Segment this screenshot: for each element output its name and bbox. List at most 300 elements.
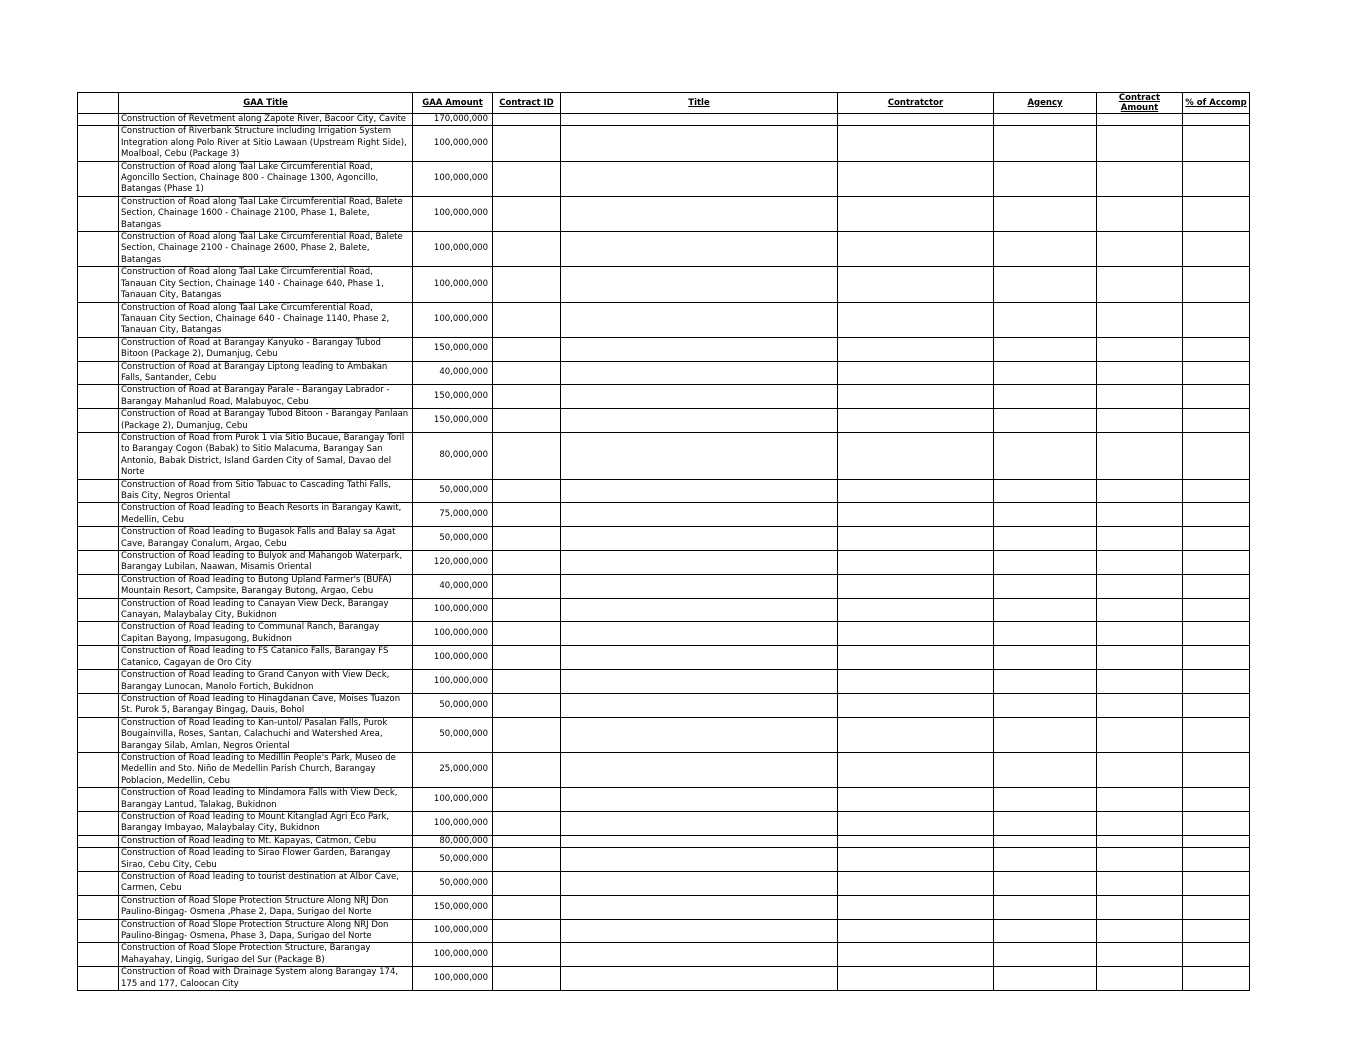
cell-percent-accomp — [1183, 527, 1250, 551]
cell-title — [561, 361, 838, 385]
cell-gaa-amount: 100,000,000 — [413, 919, 493, 943]
cell-index — [78, 574, 119, 598]
table-row — [78, 752, 1250, 787]
cell-index — [78, 267, 119, 302]
cell-percent-accomp — [1183, 598, 1250, 622]
cell-contract-id — [493, 919, 561, 943]
cell-index — [78, 503, 119, 527]
cell-contract-id — [493, 503, 561, 527]
cell-agency — [994, 717, 1097, 752]
cell-agency — [994, 967, 1097, 991]
cell-title — [561, 788, 838, 812]
table-row — [78, 788, 1250, 812]
cell-agency — [994, 574, 1097, 598]
cell-index — [78, 788, 119, 812]
cell-gaa-amount: 100,000,000 — [413, 646, 493, 670]
table-row — [78, 196, 1250, 231]
cell-gaa-title: Construction of Road leading to Kan-untol/ Pasalan Falls, Purok Bougainvilla, Roses, Santan, Calachuchi and Watershed Area, Barangay Silab, Amlan, Negros Oriental — [119, 717, 413, 752]
cell-contract-amount — [1097, 267, 1183, 302]
cell-index — [78, 872, 119, 896]
cell-percent-accomp — [1183, 409, 1250, 433]
cell-gaa-title: Construction of Road leading to Butong Upland Farmer's (BUFA) Mountain Resort, Campsite, Barangay Butong, Argao, Cebu — [119, 574, 413, 598]
cell-agency — [994, 503, 1097, 527]
cell-percent-accomp — [1183, 479, 1250, 503]
header-percent-accomp: % of Accomp — [1183, 93, 1250, 114]
cell-contract-amount — [1097, 811, 1183, 835]
cell-index — [78, 479, 119, 503]
cell-contract-id — [493, 337, 561, 361]
cell-index — [78, 670, 119, 694]
table-row — [78, 574, 1250, 598]
cell-index — [78, 967, 119, 991]
table-row — [78, 967, 1250, 991]
cell-contract-amount — [1097, 919, 1183, 943]
cell-contract-amount — [1097, 527, 1183, 551]
cell-gaa-title: Construction of Road from Purok 1 via Sitio Bucaue, Barangay Toril to Barangay Cogon (Babak) to Sitio Malacuma, Barangay San Antonio, Babak District, Island Garden City of Samal, Davao del Norte — [119, 432, 413, 479]
cell-gaa-amount: 80,000,000 — [413, 835, 493, 847]
table-row — [78, 527, 1250, 551]
cell-contract-amount — [1097, 114, 1183, 126]
cell-agency — [994, 479, 1097, 503]
cell-gaa-amount: 50,000,000 — [413, 693, 493, 717]
header-agency: Agency — [994, 93, 1097, 114]
cell-index — [78, 302, 119, 337]
cell-index — [78, 551, 119, 575]
cell-contract-id — [493, 943, 561, 967]
cell-gaa-title: Construction of Road Slope Protection Structure Along NRJ Don Paulino-Bingag- Osmena ,Phase 2, Dapa, Surigao del Norte — [119, 895, 413, 919]
header-title: Title — [561, 93, 838, 114]
cell-gaa-amount: 120,000,000 — [413, 551, 493, 575]
cell-percent-accomp — [1183, 161, 1250, 196]
cell-contract-id — [493, 551, 561, 575]
table-row — [78, 503, 1250, 527]
header-gaa-amount: GAA Amount — [413, 93, 493, 114]
cell-percent-accomp — [1183, 432, 1250, 479]
cell-gaa-amount: 100,000,000 — [413, 302, 493, 337]
cell-title — [561, 126, 838, 161]
header-index — [78, 93, 119, 114]
cell-contractor — [838, 409, 994, 433]
cell-gaa-amount: 50,000,000 — [413, 717, 493, 752]
cell-contract-amount — [1097, 967, 1183, 991]
cell-gaa-amount: 100,000,000 — [413, 788, 493, 812]
header-gaa-title: GAA Title — [119, 93, 413, 114]
cell-percent-accomp — [1183, 622, 1250, 646]
cell-title — [561, 646, 838, 670]
cell-contract-id — [493, 693, 561, 717]
header-contractor: Contratctor — [838, 93, 994, 114]
cell-gaa-title: Construction of Road from Sitio Tabuac to Cascading Tathi Falls, Bais City, Negros Oriental — [119, 479, 413, 503]
cell-title — [561, 479, 838, 503]
table-row — [78, 361, 1250, 385]
cell-gaa-amount: 80,000,000 — [413, 432, 493, 479]
cell-gaa-amount: 25,000,000 — [413, 752, 493, 787]
table-row — [78, 302, 1250, 337]
cell-contract-id — [493, 114, 561, 126]
cell-index — [78, 196, 119, 231]
cell-agency — [994, 409, 1097, 433]
cell-agency — [994, 126, 1097, 161]
cell-title — [561, 622, 838, 646]
cell-contract-id — [493, 385, 561, 409]
cell-contractor — [838, 267, 994, 302]
cell-gaa-title: Construction of Road along Taal Lake Circumferential Road, Balete Section, Chainage 2100 - Chainage 2600, Phase 2, Balete, Batangas — [119, 232, 413, 267]
cell-contractor — [838, 196, 994, 231]
cell-index — [78, 835, 119, 847]
cell-agency — [994, 361, 1097, 385]
cell-agency — [994, 232, 1097, 267]
cell-title — [561, 267, 838, 302]
cell-contractor — [838, 895, 994, 919]
cell-gaa-amount: 150,000,000 — [413, 385, 493, 409]
cell-index — [78, 409, 119, 433]
cell-percent-accomp — [1183, 717, 1250, 752]
cell-percent-accomp — [1183, 788, 1250, 812]
cell-gaa-title: Construction of Road leading to Medillin People's Park, Museo de Medellin and Sto. Niño de Medellin Parish Church, Barangay Poblacion, Medellin, Cebu — [119, 752, 413, 787]
cell-agency — [994, 267, 1097, 302]
cell-contract-amount — [1097, 598, 1183, 622]
cell-title — [561, 551, 838, 575]
cell-contract-id — [493, 895, 561, 919]
table-row — [78, 693, 1250, 717]
cell-index — [78, 432, 119, 479]
cell-contract-id — [493, 126, 561, 161]
cell-contract-amount — [1097, 670, 1183, 694]
cell-contract-id — [493, 161, 561, 196]
cell-contractor — [838, 670, 994, 694]
cell-gaa-title: Construction of Road leading to Mindamora Falls with View Deck, Barangay Lantud, Talakag, Bukidnon — [119, 788, 413, 812]
cell-contractor — [838, 302, 994, 337]
cell-agency — [994, 622, 1097, 646]
cell-percent-accomp — [1183, 503, 1250, 527]
cell-contract-amount — [1097, 895, 1183, 919]
cell-contract-id — [493, 717, 561, 752]
table-row — [78, 126, 1250, 161]
cell-contract-amount — [1097, 337, 1183, 361]
cell-agency — [994, 527, 1097, 551]
table-row — [78, 919, 1250, 943]
cell-gaa-amount: 100,000,000 — [413, 267, 493, 302]
cell-percent-accomp — [1183, 385, 1250, 409]
cell-contract-id — [493, 267, 561, 302]
cell-contract-amount — [1097, 835, 1183, 847]
cell-gaa-title: Construction of Road leading to tourist destination at Albor Cave, Carmen, Cebu — [119, 872, 413, 896]
cell-contractor — [838, 574, 994, 598]
cell-title — [561, 670, 838, 694]
cell-index — [78, 895, 119, 919]
cell-contract-id — [493, 527, 561, 551]
cell-contractor — [838, 337, 994, 361]
cell-percent-accomp — [1183, 361, 1250, 385]
cell-gaa-title: Construction of Road at Barangay Parale - Barangay Labrador - Barangay Mahanlud Road, Malabuyoc, Cebu — [119, 385, 413, 409]
cell-contract-id — [493, 361, 561, 385]
cell-index — [78, 811, 119, 835]
cell-index — [78, 114, 119, 126]
cell-agency — [994, 161, 1097, 196]
table-row — [78, 479, 1250, 503]
cell-index — [78, 693, 119, 717]
cell-contract-id — [493, 646, 561, 670]
cell-percent-accomp — [1183, 646, 1250, 670]
cell-percent-accomp — [1183, 895, 1250, 919]
cell-title — [561, 693, 838, 717]
cell-contractor — [838, 126, 994, 161]
table-row — [78, 432, 1250, 479]
cell-contractor — [838, 967, 994, 991]
cell-title — [561, 302, 838, 337]
cell-contractor — [838, 161, 994, 196]
cell-contractor — [838, 598, 994, 622]
cell-percent-accomp — [1183, 114, 1250, 126]
spreadsheet-page — [77, 92, 1249, 991]
cell-index — [78, 161, 119, 196]
cell-gaa-amount: 50,000,000 — [413, 872, 493, 896]
cell-contract-id — [493, 479, 561, 503]
cell-gaa-title: Construction of Road leading to Canayan View Deck, Barangay Canayan, Malaybalay City, Bukidnon — [119, 598, 413, 622]
cell-index — [78, 361, 119, 385]
cell-gaa-title: Construction of Road leading to Mt. Kapayas, Catmon, Cebu — [119, 835, 413, 847]
cell-percent-accomp — [1183, 752, 1250, 787]
table-row — [78, 835, 1250, 847]
cell-percent-accomp — [1183, 811, 1250, 835]
cell-agency — [994, 551, 1097, 575]
cell-gaa-amount: 100,000,000 — [413, 670, 493, 694]
cell-gaa-amount: 100,000,000 — [413, 943, 493, 967]
header-contract-id: Contract ID — [493, 93, 561, 114]
cell-agency — [994, 752, 1097, 787]
cell-title — [561, 835, 838, 847]
cell-contractor — [838, 811, 994, 835]
cell-title — [561, 574, 838, 598]
cell-gaa-amount: 150,000,000 — [413, 337, 493, 361]
cell-contract-amount — [1097, 161, 1183, 196]
cell-contract-id — [493, 752, 561, 787]
cell-contract-amount — [1097, 943, 1183, 967]
cell-title — [561, 872, 838, 896]
cell-title — [561, 967, 838, 991]
cell-index — [78, 943, 119, 967]
cell-contract-amount — [1097, 717, 1183, 752]
cell-contract-amount — [1097, 752, 1183, 787]
cell-contractor — [838, 622, 994, 646]
cell-agency — [994, 114, 1097, 126]
cell-contract-amount — [1097, 788, 1183, 812]
cell-contractor — [838, 646, 994, 670]
cell-contract-id — [493, 598, 561, 622]
cell-contract-amount — [1097, 574, 1183, 598]
cell-title — [561, 598, 838, 622]
cell-contract-amount — [1097, 302, 1183, 337]
cell-index — [78, 527, 119, 551]
cell-index — [78, 598, 119, 622]
cell-gaa-title: Construction of Road at Barangay Kanyuko - Barangay Tubod Bitoon (Package 2), Dumanjug, Cebu — [119, 337, 413, 361]
cell-agency — [994, 598, 1097, 622]
cell-contract-id — [493, 574, 561, 598]
cell-gaa-title: Construction of Road leading to FS Catanico Falls, Barangay FS Catanico, Cagayan de Oro City — [119, 646, 413, 670]
cell-index — [78, 385, 119, 409]
cell-gaa-amount: 100,000,000 — [413, 161, 493, 196]
cell-title — [561, 895, 838, 919]
table-row — [78, 895, 1250, 919]
cell-percent-accomp — [1183, 919, 1250, 943]
cell-gaa-title: Construction of Road leading to Bulyok and Mahangob Waterpark, Barangay Lubilan, Naawan, Misamis Oriental — [119, 551, 413, 575]
cell-gaa-amount: 170,000,000 — [413, 114, 493, 126]
cell-gaa-title: Construction of Road Slope Protection Structure Along NRJ Don Paulino-Bingag- Osmena, Phase 3, Dapa, Surigao del Norte — [119, 919, 413, 943]
cell-agency — [994, 302, 1097, 337]
table-row — [78, 598, 1250, 622]
cell-gaa-amount: 40,000,000 — [413, 574, 493, 598]
cell-contract-amount — [1097, 693, 1183, 717]
cell-contract-id — [493, 409, 561, 433]
cell-contract-amount — [1097, 196, 1183, 231]
cell-gaa-title: Construction of Road Slope Protection Structure, Barangay Mahayahay, Lingig, Surigao del Sur (Package B) — [119, 943, 413, 967]
cell-percent-accomp — [1183, 126, 1250, 161]
cell-gaa-amount: 100,000,000 — [413, 598, 493, 622]
cell-contract-amount — [1097, 432, 1183, 479]
cell-contract-amount — [1097, 848, 1183, 872]
cell-percent-accomp — [1183, 848, 1250, 872]
cell-index — [78, 848, 119, 872]
cell-gaa-amount: 100,000,000 — [413, 232, 493, 267]
cell-percent-accomp — [1183, 302, 1250, 337]
cell-index — [78, 752, 119, 787]
table-row — [78, 114, 1250, 126]
cell-gaa-amount: 75,000,000 — [413, 503, 493, 527]
cell-gaa-title: Construction of Road leading to Grand Canyon with View Deck, Barangay Lunocan, Manolo Fortich, Bukidnon — [119, 670, 413, 694]
header-contract-amount: Contract Amount — [1097, 93, 1183, 114]
cell-title — [561, 848, 838, 872]
cell-agency — [994, 943, 1097, 967]
cell-gaa-amount: 100,000,000 — [413, 967, 493, 991]
cell-contract-amount — [1097, 503, 1183, 527]
cell-index — [78, 126, 119, 161]
cell-contract-id — [493, 788, 561, 812]
cell-contract-amount — [1097, 872, 1183, 896]
cell-agency — [994, 693, 1097, 717]
cell-agency — [994, 835, 1097, 847]
cell-contractor — [838, 503, 994, 527]
cell-agency — [994, 646, 1097, 670]
cell-title — [561, 196, 838, 231]
cell-gaa-title: Construction of Road leading to Mount Kitanglad Agri Eco Park, Barangay Imbayao, Malaybalay City, Bukidnon — [119, 811, 413, 835]
cell-gaa-title: Construction of Road along Taal Lake Circumferential Road, Tanauan City Section, Chainage 640 - Chainage 1140, Phase 2, Tanauan City, Batangas — [119, 302, 413, 337]
cell-agency — [994, 337, 1097, 361]
cell-percent-accomp — [1183, 574, 1250, 598]
cell-gaa-title: Construction of Road along Taal Lake Circumferential Road, Agoncillo Section, Chainage 800 - Chainage 1300, Agoncillo, Batangas (Phase 1) — [119, 161, 413, 196]
cell-title — [561, 432, 838, 479]
cell-contractor — [838, 788, 994, 812]
cell-contractor — [838, 717, 994, 752]
cell-contractor — [838, 432, 994, 479]
cell-contract-amount — [1097, 232, 1183, 267]
table-row — [78, 717, 1250, 752]
cell-contractor — [838, 835, 994, 847]
cell-gaa-amount: 100,000,000 — [413, 196, 493, 231]
cell-gaa-title: Construction of Road at Barangay Tubod Bitoon - Barangay Panlaan (Package 2), Dumanjug, Cebu — [119, 409, 413, 433]
cell-index — [78, 646, 119, 670]
cell-gaa-title: Construction of Road with Drainage System along Barangay 174, 175 and 177, Caloocan City — [119, 967, 413, 991]
table-row — [78, 232, 1250, 267]
table-row — [78, 646, 1250, 670]
cell-title — [561, 385, 838, 409]
cell-title — [561, 943, 838, 967]
cell-title — [561, 527, 838, 551]
cell-title — [561, 114, 838, 126]
cell-gaa-amount: 100,000,000 — [413, 622, 493, 646]
cell-gaa-title: Construction of Road along Taal Lake Circumferential Road, Tanauan City Section, Chainage 140 - Chainage 640, Phase 1, Tanauan City, Batangas — [119, 267, 413, 302]
cell-gaa-title: Construction of Revetment along Zapote River, Bacoor City, Cavite — [119, 114, 413, 126]
cell-contract-amount — [1097, 646, 1183, 670]
cell-percent-accomp — [1183, 967, 1250, 991]
cell-agency — [994, 895, 1097, 919]
cell-title — [561, 717, 838, 752]
table-row — [78, 848, 1250, 872]
cell-gaa-title: Construction of Riverbank Structure including Irrigation System Integration along Polo River at Sitio Lawaan (Upstream Right Side), Moalboal, Cebu (Package 3) — [119, 126, 413, 161]
cell-title — [561, 232, 838, 267]
cell-index — [78, 717, 119, 752]
cell-gaa-amount: 50,000,000 — [413, 479, 493, 503]
cell-title — [561, 161, 838, 196]
cell-contract-amount — [1097, 361, 1183, 385]
cell-gaa-amount: 40,000,000 — [413, 361, 493, 385]
table-row — [78, 670, 1250, 694]
cell-agency — [994, 788, 1097, 812]
cell-agency — [994, 811, 1097, 835]
cell-title — [561, 409, 838, 433]
cell-percent-accomp — [1183, 551, 1250, 575]
cell-contractor — [838, 919, 994, 943]
table-row — [78, 267, 1250, 302]
table-row — [78, 872, 1250, 896]
cell-contractor — [838, 385, 994, 409]
cell-contract-id — [493, 302, 561, 337]
cell-agency — [994, 848, 1097, 872]
cell-contractor — [838, 872, 994, 896]
table-row — [78, 337, 1250, 361]
cell-contractor — [838, 232, 994, 267]
cell-agency — [994, 919, 1097, 943]
cell-contract-id — [493, 432, 561, 479]
cell-contractor — [838, 752, 994, 787]
cell-index — [78, 337, 119, 361]
table-row — [78, 943, 1250, 967]
cell-index — [78, 919, 119, 943]
cell-contractor — [838, 551, 994, 575]
cell-contract-amount — [1097, 126, 1183, 161]
cell-percent-accomp — [1183, 872, 1250, 896]
cell-contract-amount — [1097, 622, 1183, 646]
table-row — [78, 385, 1250, 409]
cell-contract-amount — [1097, 551, 1183, 575]
cell-contract-id — [493, 196, 561, 231]
cell-agency — [994, 432, 1097, 479]
cell-contract-id — [493, 848, 561, 872]
table-row — [78, 622, 1250, 646]
cell-percent-accomp — [1183, 337, 1250, 361]
cell-gaa-title: Construction of Road along Taal Lake Circumferential Road, Balete Section, Chainage 1600 - Chainage 2100, Phase 1, Balete, Batangas — [119, 196, 413, 231]
cell-agency — [994, 872, 1097, 896]
cell-gaa-title: Construction of Road at Barangay Liptong leading to Ambakan Falls, Santander, Cebu — [119, 361, 413, 385]
table-row — [78, 811, 1250, 835]
cell-title — [561, 752, 838, 787]
cell-agency — [994, 196, 1097, 231]
cell-index — [78, 232, 119, 267]
cell-agency — [994, 385, 1097, 409]
cell-title — [561, 337, 838, 361]
cell-gaa-amount: 100,000,000 — [413, 811, 493, 835]
cell-contract-id — [493, 967, 561, 991]
cell-gaa-title: Construction of Road leading to Communal Ranch, Barangay Capitan Bayong, Impasugong, Bukidnon — [119, 622, 413, 646]
